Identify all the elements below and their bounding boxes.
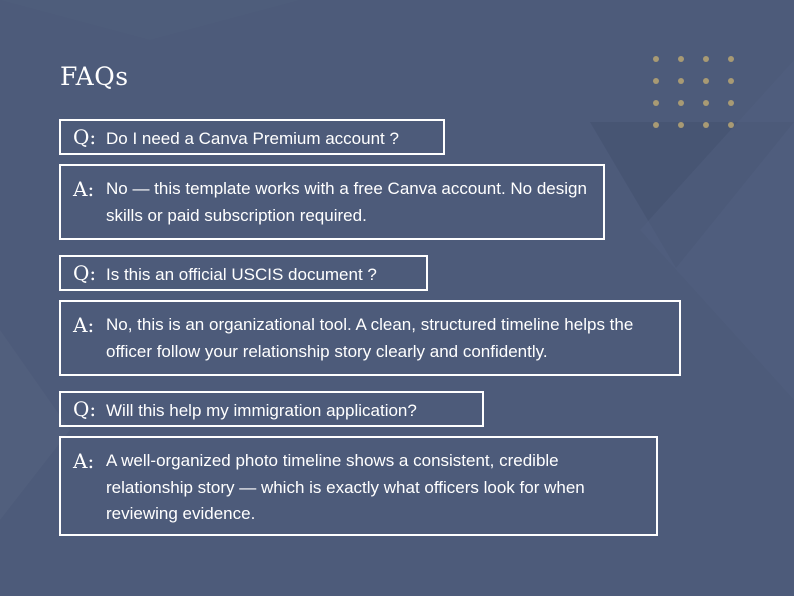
- question-label: Q:: [73, 397, 97, 421]
- faq-question-box: [59, 391, 484, 427]
- answer-label: A:: [73, 313, 95, 337]
- faq-question-box: [59, 255, 428, 291]
- faq-answer-box: [59, 164, 605, 240]
- faq-question-text: Will this help my immigration application?: [106, 401, 417, 420]
- page-title: FAQs: [60, 62, 129, 91]
- faq-answer-box: [59, 300, 681, 376]
- faq-question-text: Do I need a Canva Premium account ?: [106, 129, 399, 148]
- answer-label: A:: [73, 177, 95, 201]
- faq-answer-text: No — this template works with a free Canva account. No design skills or paid subscription required.: [106, 179, 587, 225]
- answer-label: A:: [73, 449, 95, 473]
- question-label: Q:: [73, 261, 97, 285]
- faq-question-box: [59, 119, 445, 155]
- question-label: Q:: [73, 125, 97, 149]
- faq-answer-box: [59, 436, 658, 536]
- faq-answer-text: A well-organized photo timeline shows a consistent, credible relationship story — which is exactly what officers look for when reviewing evidence.: [106, 451, 585, 523]
- faq-question-text: Is this an official USCIS document ?: [106, 265, 377, 284]
- faq-answer-text: No, this is an organizational tool. A clean, structured timeline helps the officer follow your relationship story clearly and confidently.: [106, 315, 634, 361]
